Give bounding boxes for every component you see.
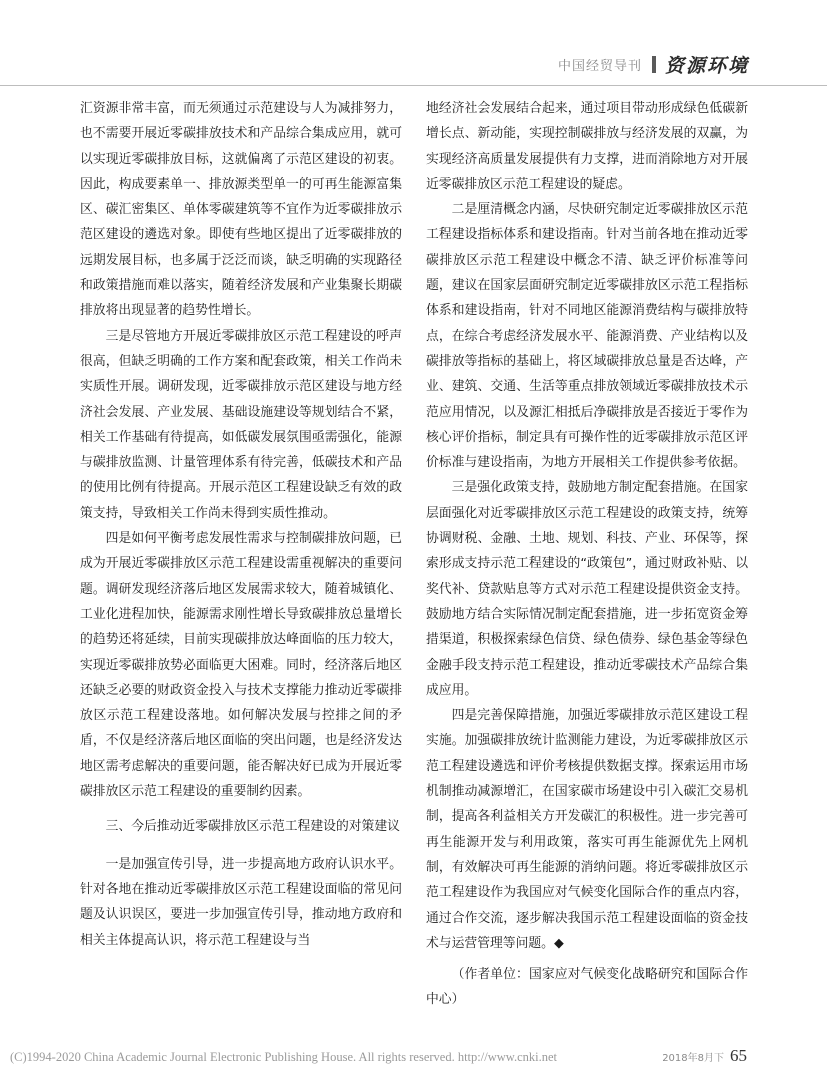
paragraph: 二是厘清概念内涵，尽快研究制定近零碳排放区示范工程建设指标体系和建设指南。针对当前各地在推动近零碳排放区示范工程建设中概念不清、缺乏评价标准等问题，建议在国家层面研究制定近零碳排放区示范工程指标体系和建设指南，针对不同地区能源消费结构与碳排放特点，在综合考虑经济发展水平、能源消费、产业结构以及碳排放等指标的基础上，将区域碳排放总量是否达峰，产业、建筑、交通、生活等重点排放领域近零碳排放技术示范应用情况，以及源汇相抵后净碳排放是否接近于零作为核心评价指标，制定具有可操作性的近零碳排放示范区评价标准与建设指南，为地方开展相关工作提供参考依据。 bbox=[426, 202, 748, 471]
journal-name: 中国经贸导刊 bbox=[557, 58, 642, 74]
author-affiliation: （作者单位：国家应对气候变化战略研究和国际合作中心） bbox=[426, 967, 748, 1008]
paragraph: 一是加强宣传引导，进一步提高地方政府认识水平。针对各地在推动近零碳排放区示范工程建设面临的常见问题及认识误区，要进一步加强宣传引导，推动地方政府和相关主体提高认识，将示范工程建设与当 bbox=[80, 856, 402, 948]
paragraph: 三是强化政策支持，鼓励地方制定配套措施。在国家层面强化对近零碳排放区示范工程建设的政策支持，统筹协调财税、金融、土地、规划、科技、产业、环保等，探索形成支持示范工程建设的“政策包”，通过财政补贴、以奖代补、贷款贴息等方式对示范工程建设提供资金支持。鼓励地方结合实际情况制定配套措施，进一步拓宽资金筹措渠道，积极探索绿色信贷、绿色债券、绿色基金等绿色金融手段支持示范工程建设，推动近零碳技术产品综合集成应用。 bbox=[426, 480, 748, 698]
right-column bbox=[426, 96, 748, 1013]
paragraph: 四是完善保障措施，加强近零碳排放示范区建设工程实施。加强碳排放统计监测能力建设，为近零碳排放区示范工程建设遴选和评价考核提供数据支撑。探索运用市场机制推动减源增汇，在国家碳市场建设中引入碳汇交易机制，提高各利益相关方开发碳汇的积极性。进一步完善可再生能源开发与利用政策，落实可再生能源优先上网机制，有效解决可再生能源的消纳问题。将近零碳排放区示范工程建设作为我国应对气候变化国际合作的重点内容，通过合作交流，逐步解决我国示范工程建设面临的资金技术与运营管理等问题。◆ bbox=[426, 708, 748, 951]
running-header bbox=[558, 50, 749, 78]
section-title: 资源环境 bbox=[664, 54, 749, 77]
page-number: 65 bbox=[730, 1046, 747, 1065]
header-divider-bar bbox=[652, 56, 656, 73]
left-column bbox=[80, 96, 402, 953]
paragraph: 地经济社会发展结合起来，通过项目带动形成绿色低碳新增长点、新动能，实现控制碳排放与经济发展的双赢，为实现经济高质量发展提供有力支撑，进而消除地方对开展近零碳排放区示范工程建设的疑虑。 bbox=[426, 101, 748, 192]
paragraph: 汇资源非常丰富，而无须通过示范建设与人为减排努力，也不需要开展近零碳排放技术和产品综合集成应用，就可以实现近零碳排放目标，这就偏离了示范区建设的初衷。因此，构成要素单一、排放源类型单一的可再生能源富集区、碳汇密集区、单体零碳建筑等不宜作为近零碳排放示范区建设的遴选对象。即使有些地区提出了近零碳排放的远期发展目标，也多属于泛泛而谈，缺乏明确的实现路径和政策措施而难以落实，随着经济发展和产业集聚长期碳排放将出现显著的趋势性增长。 bbox=[80, 101, 402, 319]
issue-date: 2018年8月下 bbox=[662, 1053, 724, 1064]
copyright-notice: (C)1994-2020 China Academic Journal Electronic Publishing House. All rights reserved. http://www.cnki.net bbox=[10, 1050, 558, 1064]
header-rule bbox=[0, 85, 827, 86]
paragraph: 三是尽管地方开展近零碳排放区示范工程建设的呼声很高，但缺乏明确的工作方案和配套政策，相关工作尚未实质性开展。调研发现，近零碳排放示范区建设与地方经济社会发展、产业发展、基础设施建设等规划结合不紧，相关工作基础有待提高，如低碳发展氛围亟需强化，能源与碳排放监测、计量管理体系有待完善，低碳技术和产品的使用比例有待提高。开展示范区工程建设缺乏有效的政策支持，导致相关工作尚未得到实质性推动。 bbox=[80, 328, 402, 521]
paragraph: 四是如何平衡考虑发展性需求与控制碳排放问题，已成为开展近零碳排放区示范工程建设需重视解决的重要问题。调研发现经济落后地区发展需求较大，随着城镇化、工业化进程加快，能源需求刚性增长导致碳排放总量增长的趋势还将延续，目前实现碳排放达峰面临的压力较大，实现近零碳排放势必面临更大困难。同时，经济落后地区还缺乏必要的财政资金投入与技术支撑能力推动近零碳排放区示范工程建设落地。如何解决发展与控排之间的矛盾，不仅是经济落后地区面临的突出问题，也是经济发达地区需考虑解决的重要问题，能否解决好已成为开展近零碳排放区示范工程建设的重要制约因素。 bbox=[80, 531, 402, 800]
page-footer bbox=[10, 1046, 747, 1066]
section-heading: 三、今后推动近零碳排放区示范工程建设的对策建议 bbox=[105, 819, 400, 835]
